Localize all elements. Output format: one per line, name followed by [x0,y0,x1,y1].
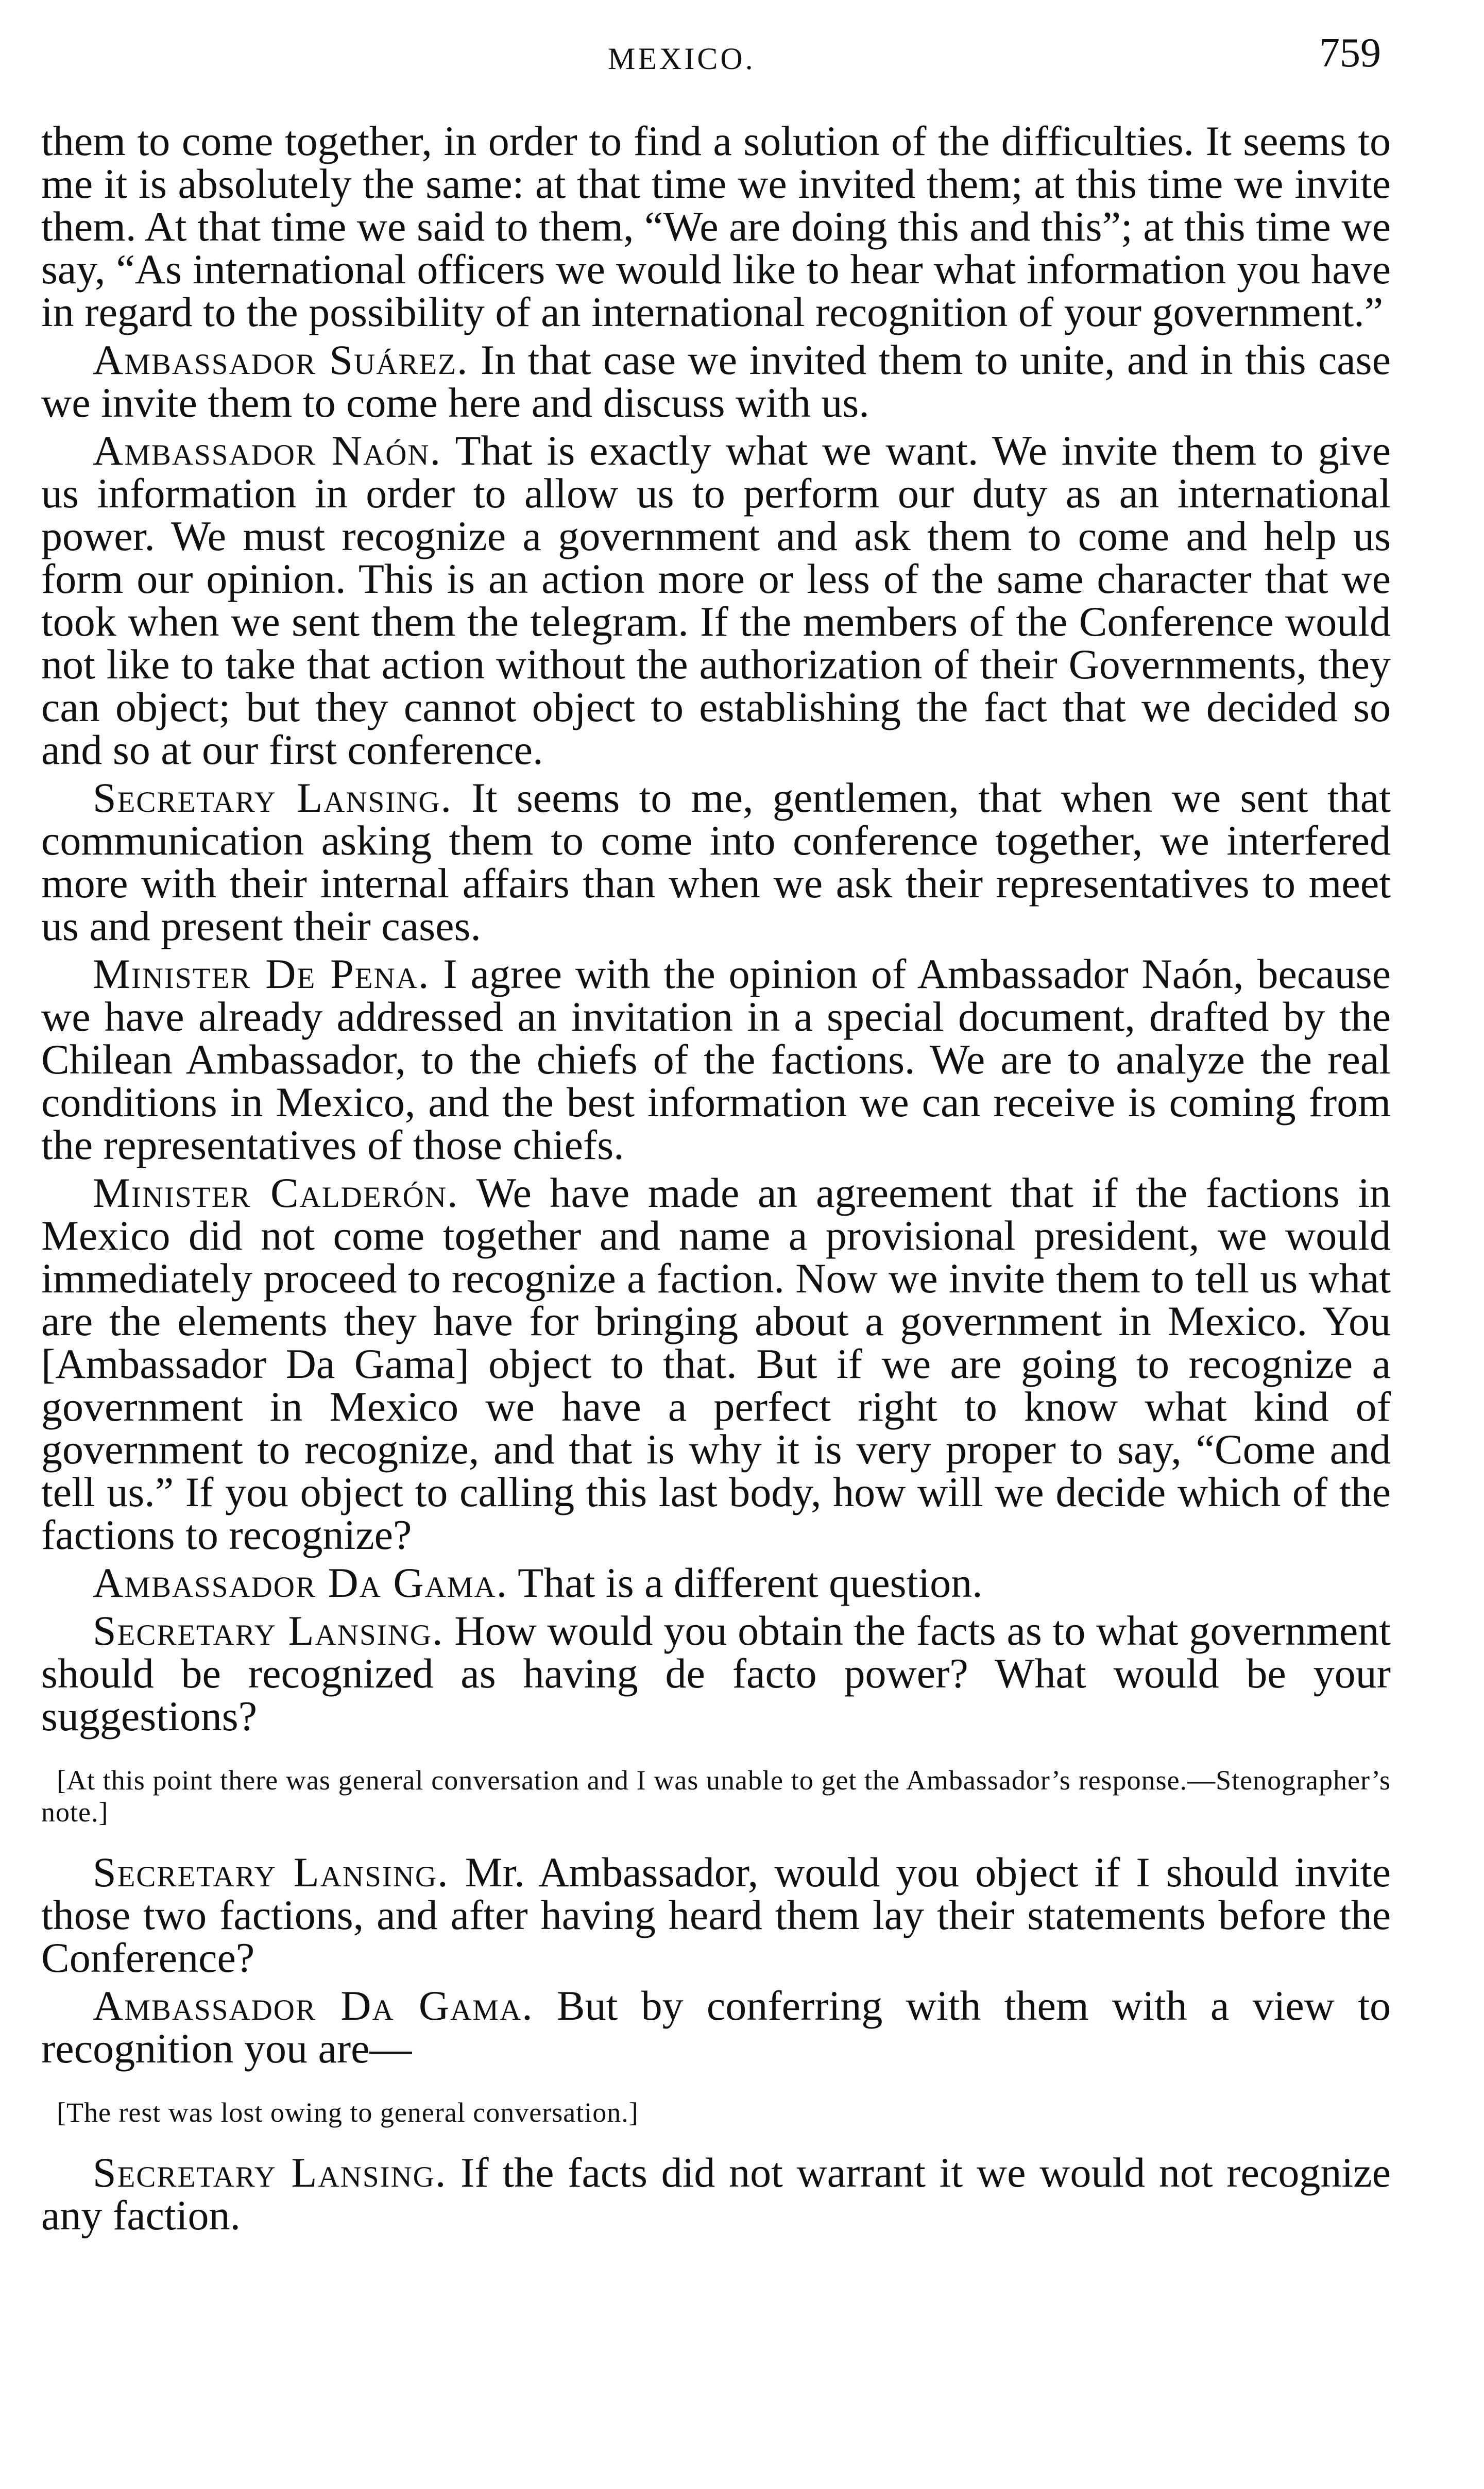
paragraph-text: That is a different question. [518,1559,983,1606]
speaker-name: Ambassador Da Gama. [93,1982,534,2029]
speaker-name: Secretary Lansing. [93,1607,444,1654]
paragraph-da-gama-1 [41,1561,1391,1604]
paragraph-continuation [41,117,1391,335]
body-text [41,117,1391,2242]
paragraph-de-pena [41,952,1391,1166]
speaker-name: Ambassador Da Gama. [93,1559,508,1606]
paragraph-text: In that case we invited them to unite, and in this case we invite them to come here and discuss with us. [41,336,1391,426]
paragraph-lansing-3 [41,1851,1391,1979]
speaker-name: Minister Calderón. [93,1169,459,1216]
paragraph-text: I agree with the opinion of Ambassador Naón, because we have already addressed an invitation in a special document, drafted by the Chilean Ambassador, to the chiefs of the factions. We are to analyze the real conditions in Mexico, and the best information we can receive is coming from the representatives of those chiefs. [41,950,1391,1168]
paragraph-da-gama-2 [41,1984,1391,2070]
paragraph-text: But by conferring with them with a view to recognition you are— [41,1982,1391,2072]
paragraph-text: That is exactly what we want. We invite them to give us information in order to allow us to perform our duty as an international power. We must recognize a government and ask them to come and help us form our opinion. This is an action more or less of the same character that we took when we sent them the telegram. If the members of the Conference would not like to take that action without the authorization of their Governments, they can object; but they cannot object to establishing the fact that we decided so and so at our first conference. [41,427,1391,773]
speaker-name: Secretary Lansing. [93,1849,449,1896]
paragraph-lansing-2 [41,1607,1391,1740]
speaker-name: Secretary Lansing. [93,2149,447,2196]
speaker-name: Ambassador Naón. [93,427,442,474]
paragraph-text: How would you obtain the facts as to what government should be recognized as having de facto power? What would be your suggestions? [41,1607,1391,1740]
paragraph-text: It seems to me, gentlemen, that when we sent that communication asking them to come into conference together, we interfered more with their internal affairs than when we ask their representatives to meet us and present their cases. [41,774,1391,949]
paragraph-text: If the facts did not warrant it we would not recognize any faction. [41,2149,1391,2239]
stenographer-note: [At this point there was general conversation and I was unable to get the Ambassador’s response.—Stenographer’s note.] [41,1765,1391,1828]
paragraph-lansing-4 [41,2151,1391,2237]
running-head: MEXICO. [608,42,756,76]
paragraph-calderon [41,1171,1391,1556]
paragraph-lansing-1 [41,776,1391,947]
lost-text-note: [The rest was lost owing to general conversation.] [57,2097,639,2128]
paragraph-suarez [41,338,1391,424]
speaker-name: Secretary Lansing. [93,774,453,821]
paragraph-naon [41,429,1391,771]
speaker-name: Minister De Pena. [93,950,430,997]
paragraph-text: Mr. Ambassador, would you object if I should invite those two factions, and after having heard them lay their statements before the Conference? [41,1849,1391,1981]
page-number: 759 [1319,30,1381,76]
paragraph-text: them to come together, in order to find a solution of the difficulties. It seems to me it is absolutely the same: at that time we invited them; at this time we invite them. At that time we said to them, “We are doing this and this”; at this time we say, “As international officers we would like to hear what information you have in regard to the possibility of an international recognition of your government.” [41,117,1391,335]
speaker-name: Ambassador Suárez. [93,336,469,383]
paragraph-text: We have made an agreement that if the factions in Mexico did not come together and name a provisional president, we would immediately proceed to recognize a faction. Now we invite them to tell us what are the elements they have for bringing about a government in Mexico. You [Ambassador Da Gama] object to that. But if we are going to recognize a government in Mexico we have a perfect right to know what kind of government to recognize, and that is why it is very proper to say, “Come and tell us.” If you object to calling this last body, how will we decide which of the factions to recognize? [41,1169,1391,1558]
